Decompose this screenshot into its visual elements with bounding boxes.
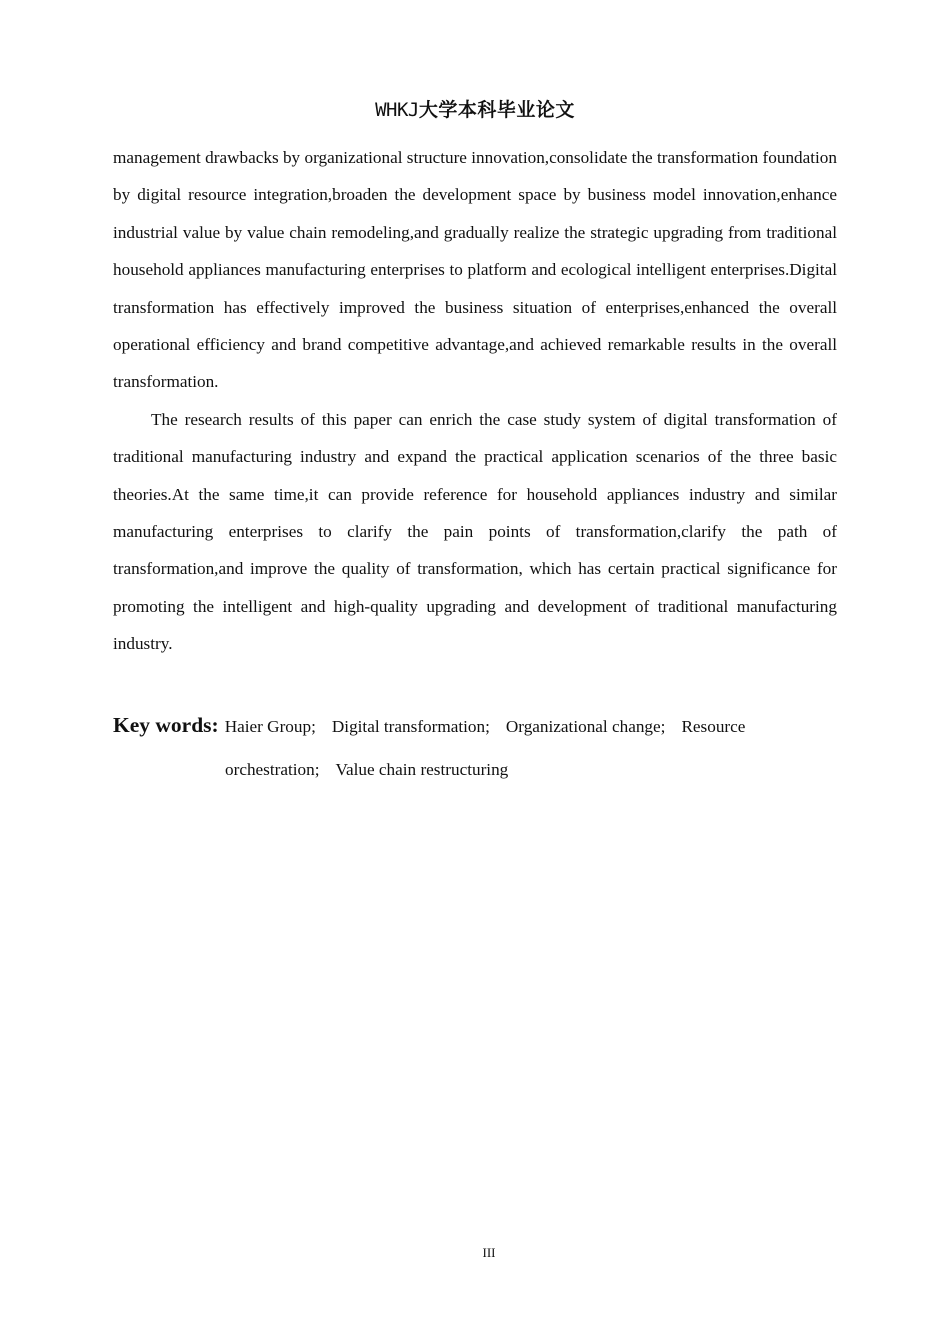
keywords-label: Key words: bbox=[113, 713, 219, 737]
keyword-item: orchestration; bbox=[225, 760, 320, 779]
header-title-cjk: 大学本科毕业论文 bbox=[418, 99, 575, 121]
keyword-item: Resource bbox=[681, 717, 746, 736]
keywords-line bbox=[113, 748, 837, 791]
keywords-section bbox=[113, 704, 837, 791]
keyword-item: Digital transformation; bbox=[331, 717, 490, 736]
keywords-line bbox=[113, 704, 837, 748]
keyword-item: Organizational change; bbox=[505, 717, 666, 736]
page-number: III bbox=[482, 1245, 496, 1260]
abstract-body bbox=[113, 139, 837, 663]
abstract-paragraph: The research results of this paper can enrich the case study system of digital transformation of traditional manufacturing industry and expand the practical application scenarios of the three basic theories.At the same time,it can provide reference for household appliances industry and similar manufacturing enterprises to clarify the pain points of transformation,clarify the path of transformation,and improve the quality of transformation, which has certain practical significance for promoting the intelligent and high-quality upgrading and development of traditional manufacturing industry. bbox=[113, 409, 837, 654]
keyword-item: Haier Group; bbox=[224, 717, 316, 736]
abstract-paragraph: management drawbacks by organizational structure innovation,consolidate the transformation foundation by digital resource integration,broaden the development space by business model innovation,enhance industrial value by value chain remodeling,and gradually realize the strategic upgrading from traditional household appliances manufacturing enterprises to platform and ecological intelligent enterprises.Digital transformation has effectively improved the business situation of enterprises,enhanced the overall operational efficiency and brand competitive advantage,and achieved remarkable results in the overall transformation. bbox=[113, 148, 837, 392]
keyword-item: Value chain restructuring bbox=[335, 760, 509, 779]
header-title-latin: WHKJ bbox=[375, 99, 419, 121]
page-header bbox=[0, 96, 950, 124]
